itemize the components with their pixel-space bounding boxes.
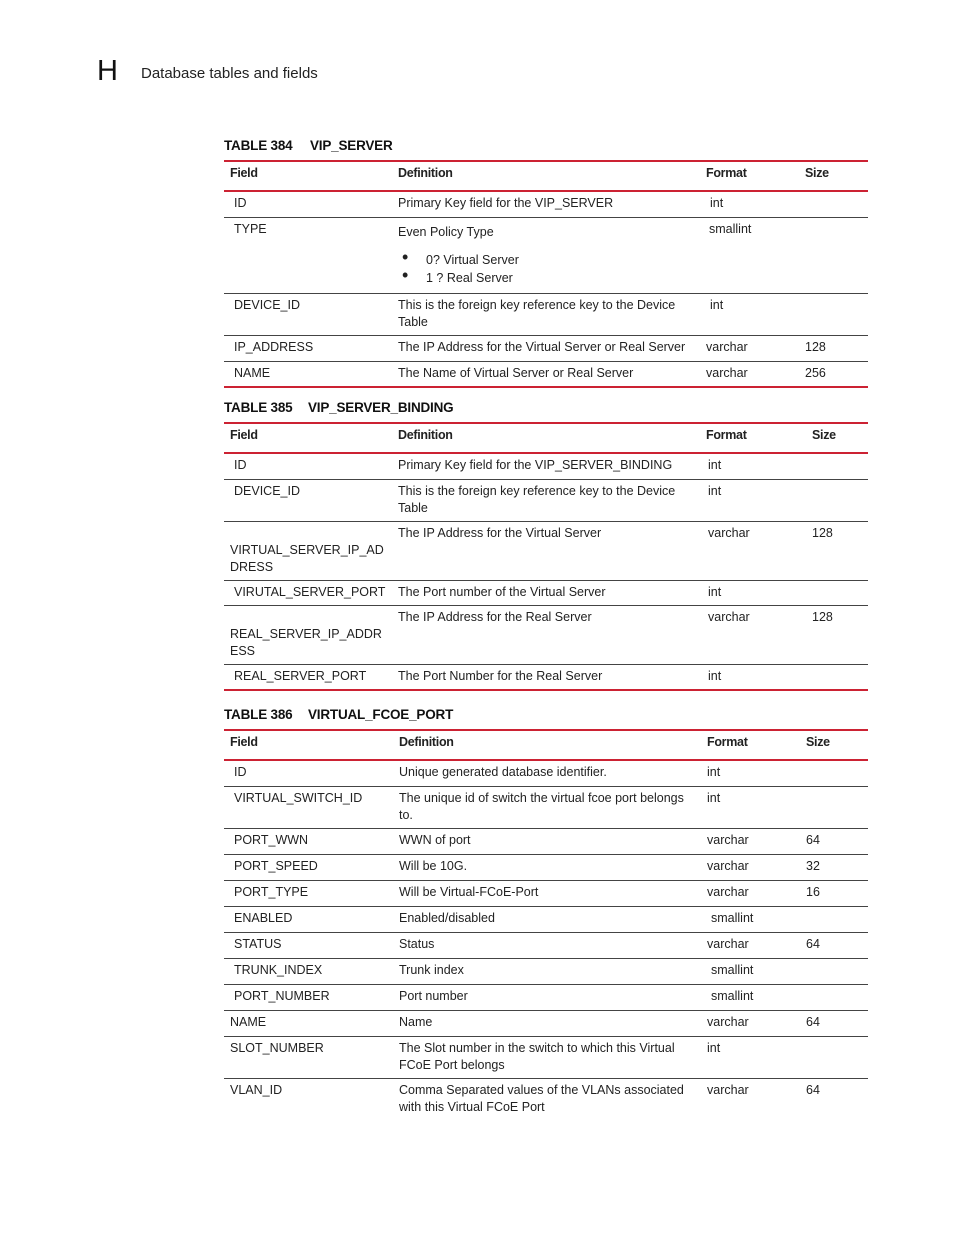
table-vip-server-binding [224, 422, 868, 691]
table-number: TABLE 384 [224, 138, 293, 153]
cell-format: varchar [701, 932, 800, 958]
cell-format: varchar [701, 1010, 800, 1036]
cell-definition: Primary Key field for the VIP_SERVER_BINDING [392, 453, 700, 479]
table-header-row [224, 730, 868, 760]
cell-field: ID [224, 191, 392, 217]
cell-size: 64 [806, 1082, 820, 1097]
cell-format: int [700, 453, 806, 479]
cell-size [799, 191, 868, 217]
table-row [224, 906, 868, 932]
column-header: Format [706, 166, 747, 180]
cell-definition: Comma Separated values of the VLANs associated with this Virtual FCoE Port [399, 1082, 684, 1114]
cell-field: TYPE [224, 217, 392, 293]
cell-format: int [700, 664, 806, 690]
table-384-caption [224, 138, 393, 153]
cell-field: PORT_SPEED [224, 854, 393, 880]
cell-field: SLOT_NUMBER [224, 1036, 393, 1078]
cell-format: int [700, 479, 806, 521]
column-header: Size [805, 166, 829, 180]
column-header: Size [806, 735, 830, 749]
table-row [224, 293, 868, 335]
cell-definition: The Port Number for the Real Server [392, 664, 700, 690]
table-row [224, 361, 868, 387]
cell-field: VIRTUAL_SWITCH_ID [224, 786, 393, 828]
cell-field: NAME [224, 361, 392, 387]
table-row [224, 479, 868, 521]
table-number: TABLE 385 [224, 400, 293, 415]
cell-format: varchar [701, 854, 800, 880]
cell-definition: Trunk index [393, 958, 701, 984]
cell-field: DEVICE_ID [224, 479, 392, 521]
cell-size [806, 453, 868, 479]
table-row [224, 580, 868, 605]
table-vip-server [224, 160, 868, 388]
table-385-caption [224, 400, 453, 415]
table-number: TABLE 386 [224, 707, 293, 722]
column-header: Format [706, 428, 747, 442]
cell-format: varchar [700, 361, 799, 387]
table-row [224, 828, 868, 854]
cell-definition [392, 217, 700, 293]
cell-format: int [701, 1036, 800, 1078]
column-header: Field [230, 735, 258, 749]
table-row [224, 880, 868, 906]
cell-size [806, 664, 868, 690]
cell-definition: This is the foreign key reference key to the Device Table [392, 479, 700, 521]
cell-definition: The IP Address for the Virtual Server [392, 521, 700, 580]
cell-definition: Name [393, 1010, 701, 1036]
table-row [224, 854, 868, 880]
cell-format: varchar [700, 605, 806, 664]
cell-size [799, 293, 868, 335]
cell-format: varchar [700, 335, 799, 361]
column-header: Field [230, 428, 258, 442]
cell-definition: The Name of Virtual Server or Real Server [392, 361, 700, 387]
cell-size: 64 [800, 1010, 868, 1036]
column-header: Field [230, 166, 258, 180]
cell-size: 256 [799, 361, 868, 387]
field-name: REAL_SERVER_IP_ADDRESS [230, 626, 382, 658]
cell-size [800, 984, 868, 1010]
table-row [224, 453, 868, 479]
cell-definition: Will be 10G. [393, 854, 701, 880]
cell-definition: The unique id of switch the virtual fcoe port belongs to. [393, 786, 701, 828]
cell-definition: The IP Address for the Real Server [392, 605, 700, 664]
cell-field: ID [224, 760, 393, 786]
cell-format: smallint [700, 217, 799, 293]
definition-text: Even Policy Type [398, 224, 494, 239]
table-386-caption [224, 707, 453, 722]
cell-size [806, 580, 868, 605]
cell-size [806, 479, 868, 521]
cell-format: int [700, 580, 806, 605]
cell-size: 64 [800, 828, 868, 854]
list-item: • 0? Virtual Server [398, 251, 694, 269]
column-header: Definition [398, 166, 453, 180]
cell-size: 16 [800, 880, 868, 906]
column-header: Definition [399, 735, 454, 749]
cell-size [799, 217, 868, 293]
cell-field: PORT_NUMBER [224, 984, 393, 1010]
cell-field: TRUNK_INDEX [224, 958, 393, 984]
cell-format: smallint [701, 984, 800, 1010]
cell-definition: Port number [393, 984, 701, 1010]
cell-field [224, 605, 392, 664]
table-row [224, 521, 868, 580]
cell-format: varchar [701, 880, 800, 906]
cell-field: REAL_SERVER_PORT [224, 664, 392, 690]
cell-field: PORT_TYPE [224, 880, 393, 906]
column-header: Format [707, 735, 748, 749]
cell-field: NAME [224, 1010, 393, 1036]
column-header: Definition [398, 428, 453, 442]
table-virtual-fcoe-port [224, 729, 868, 1120]
chapter-letter: H [97, 55, 118, 87]
cell-definition: WWN of port [393, 828, 701, 854]
table-row [224, 958, 868, 984]
cell-field: ID [224, 453, 392, 479]
cell-definition: The Port number of the Virtual Server [392, 580, 700, 605]
cell-size [800, 760, 868, 786]
table-row [224, 786, 868, 828]
table-row [224, 984, 868, 1010]
table-row [224, 760, 868, 786]
cell-size [800, 1036, 868, 1078]
cell-size [800, 958, 868, 984]
list-item: • 1 ? Real Server [398, 269, 694, 287]
cell-format: varchar [700, 521, 806, 580]
table-row [224, 605, 868, 664]
table-row [224, 335, 868, 361]
cell-size: 128 [806, 521, 868, 580]
cell-size [800, 906, 868, 932]
cell-definition: The Slot number in the switch to which this Virtual FCoE Port belongs [393, 1036, 701, 1078]
cell-definition: Unique generated database identifier. [393, 760, 701, 786]
cell-field [224, 521, 392, 580]
table-name: VIP_SERVER [310, 138, 393, 153]
table-name: VIP_SERVER_BINDING [308, 400, 454, 415]
cell-definition: The IP Address for the Virtual Server or Real Server [392, 335, 700, 361]
cell-format: int [700, 191, 799, 217]
cell-field: VIRUTAL_SERVER_PORT [224, 580, 392, 605]
field-name: VIRTUAL_SERVER_IP_ADDRESS [230, 542, 384, 574]
table-row [224, 1036, 868, 1078]
cell-definition: This is the foreign key reference key to the Device Table [392, 293, 700, 335]
type-values-list [398, 251, 694, 287]
cell-size: 64 [800, 932, 868, 958]
cell-field: STATUS [224, 932, 393, 958]
cell-definition: Status [393, 932, 701, 958]
table-row [224, 664, 868, 690]
cell-format: smallint [701, 958, 800, 984]
column-header: Size [812, 428, 836, 442]
table-row [224, 932, 868, 958]
cell-format: varchar [701, 828, 800, 854]
cell-definition: Primary Key field for the VIP_SERVER [392, 191, 700, 217]
table-header-row [224, 161, 868, 191]
cell-field: VLAN_ID [230, 1082, 283, 1097]
cell-definition: Will be Virtual-FCoE-Port [393, 880, 701, 906]
cell-size: 32 [800, 854, 868, 880]
cell-field: PORT_WWN [224, 828, 393, 854]
cell-format: varchar [707, 1082, 749, 1097]
cell-format: int [701, 786, 800, 828]
cell-format: int [701, 760, 800, 786]
table-header-row [224, 423, 868, 453]
cell-field: DEVICE_ID [224, 293, 392, 335]
cell-format: int [700, 293, 799, 335]
cell-format: smallint [701, 906, 800, 932]
cell-field: IP_ADDRESS [224, 335, 392, 361]
cell-field: ENABLED [224, 906, 393, 932]
table-row [224, 191, 868, 217]
table-name: VIRTUAL_FCOE_PORT [308, 707, 454, 722]
cell-size [800, 786, 868, 828]
cell-definition: Enabled/disabled [393, 906, 701, 932]
cell-size: 128 [799, 335, 868, 361]
table-row [224, 1078, 868, 1120]
table-row [224, 1010, 868, 1036]
table-row [224, 217, 868, 293]
running-header-title: Database tables and fields [141, 65, 318, 82]
cell-size: 128 [806, 605, 868, 664]
